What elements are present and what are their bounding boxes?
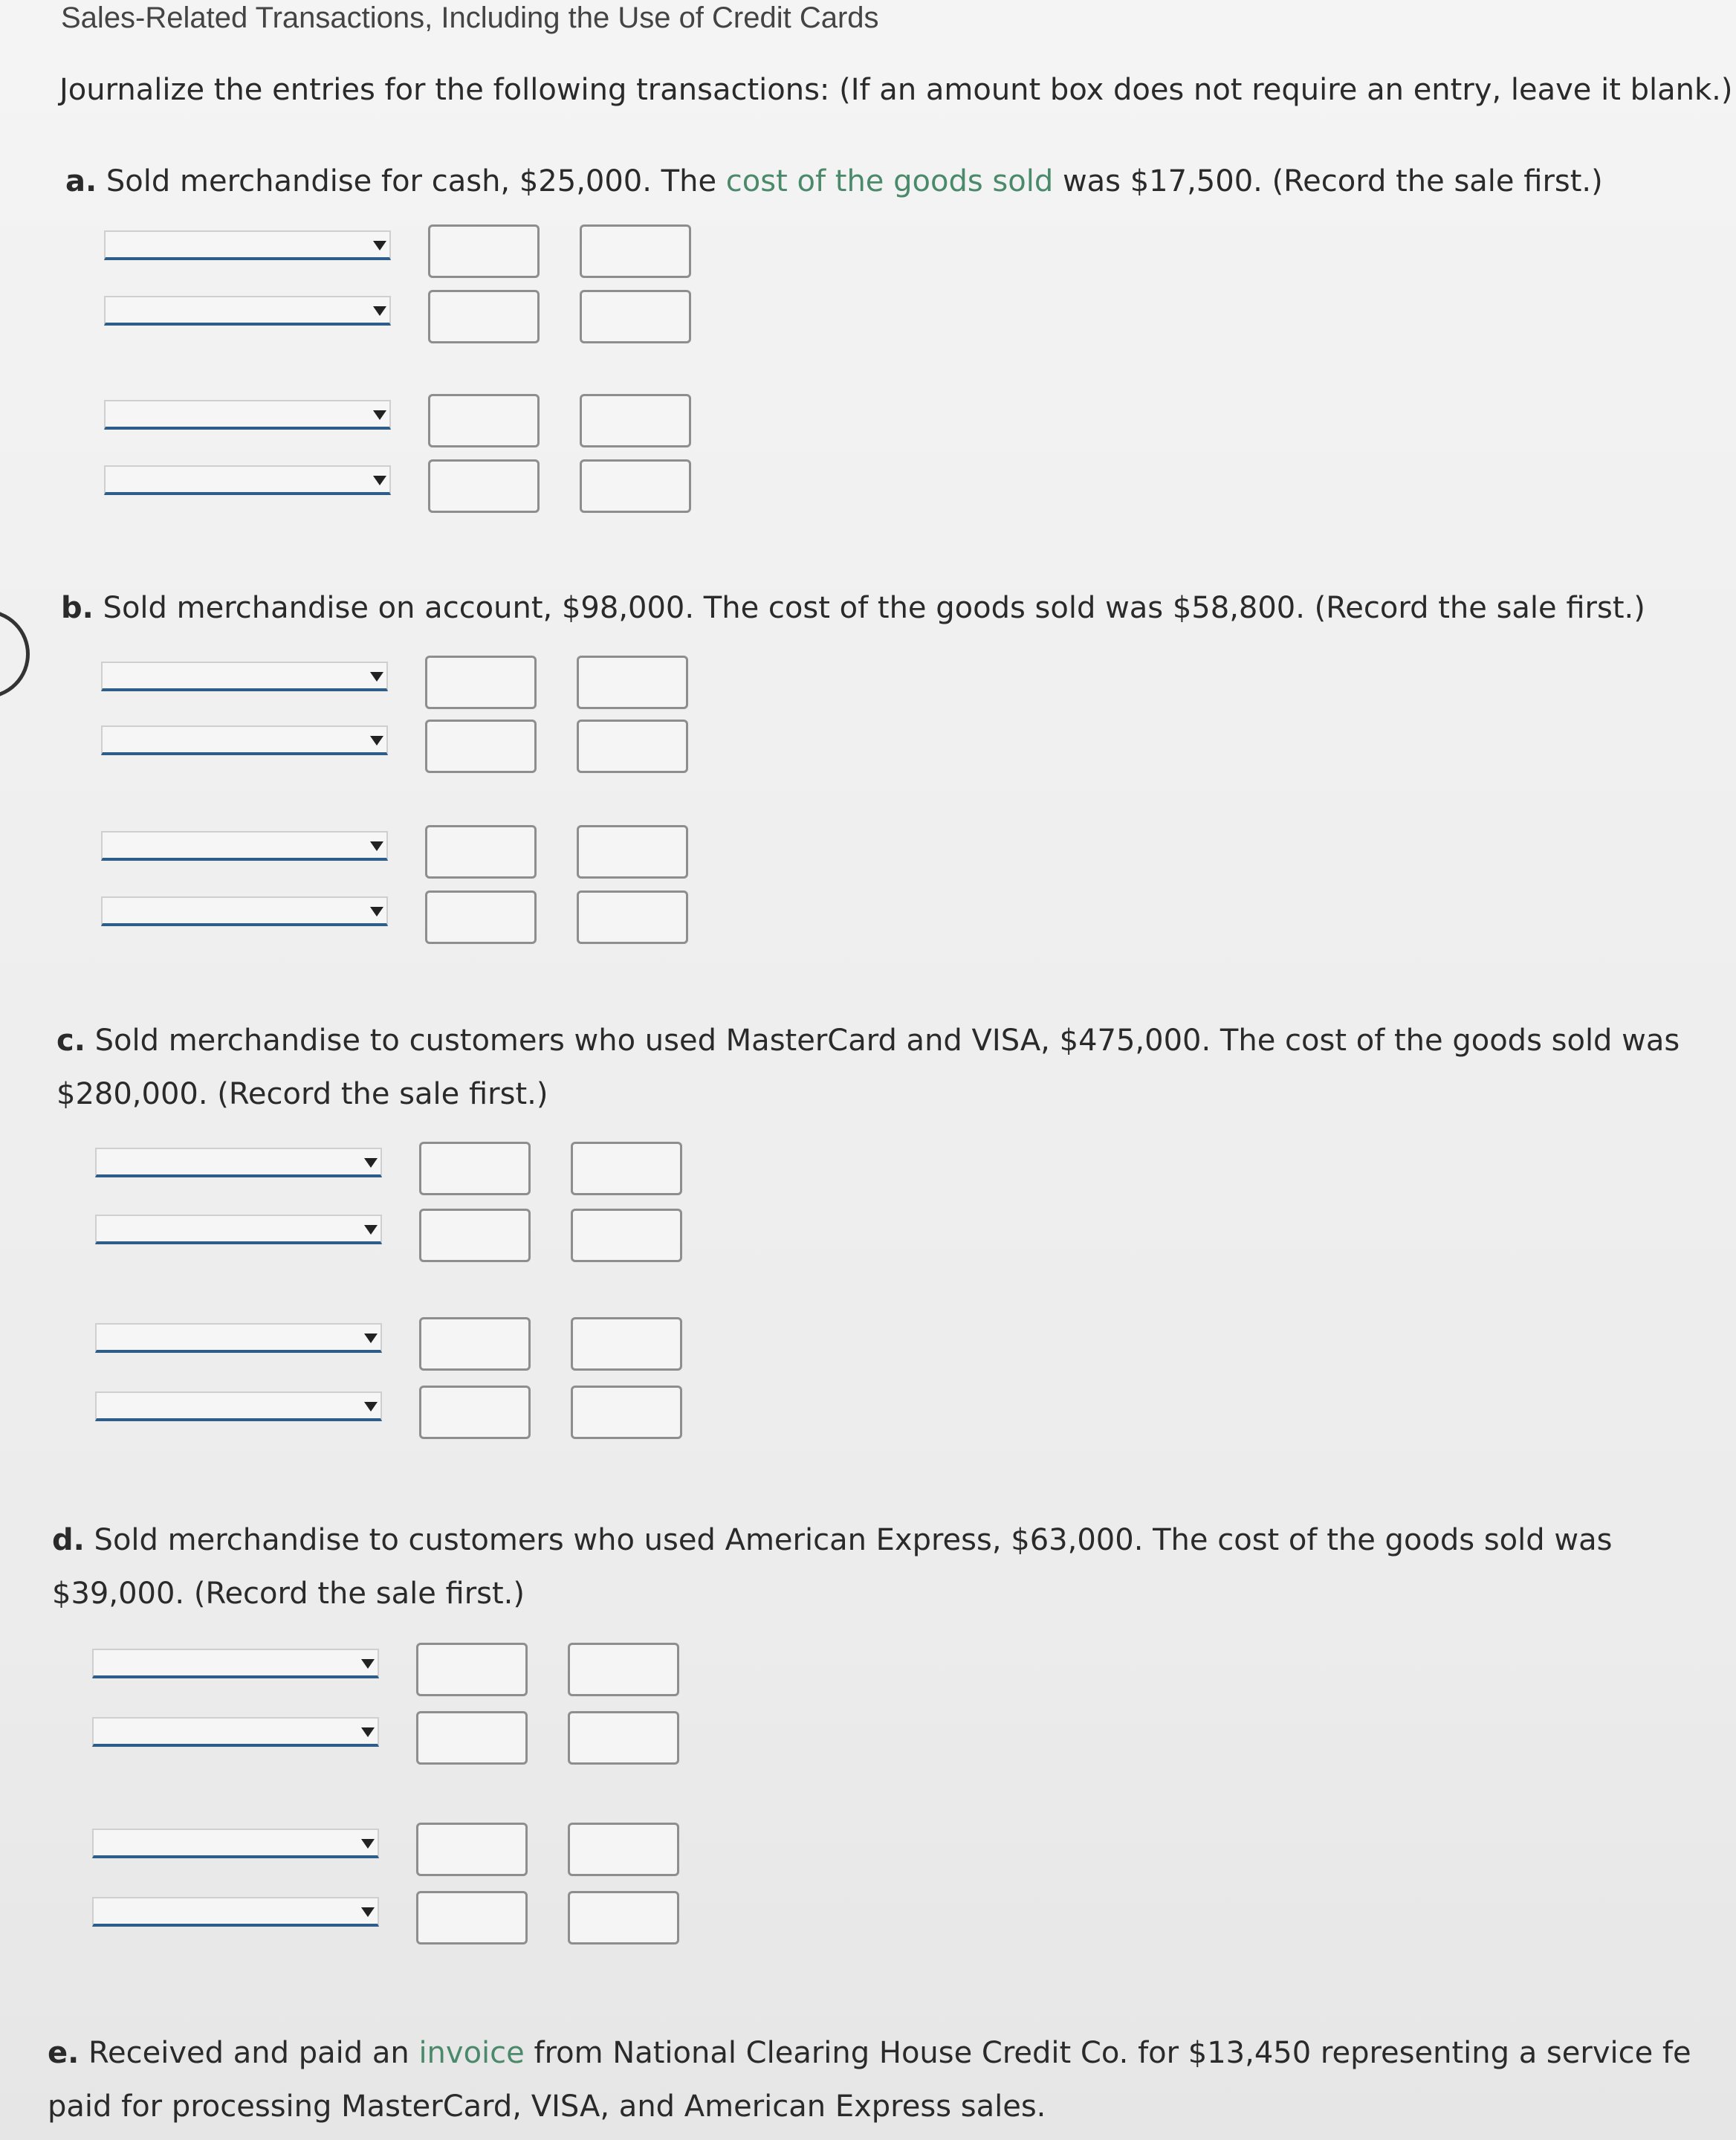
credit-amount-input[interactable] [571,1386,682,1439]
dropdown-arrow-icon [373,476,386,485]
question-text: Received and paid an [88,2036,409,2070]
dropdown-arrow-icon [364,1225,378,1235]
account-dropdown[interactable] [95,1215,382,1244]
account-dropdown[interactable] [101,896,388,926]
credit-amount-input[interactable] [568,1711,679,1765]
debit-amount-input[interactable] [425,825,537,879]
account-dropdown[interactable] [104,296,391,326]
account-dropdown[interactable] [101,662,388,691]
glossary-link-invoice[interactable]: invoice [418,2036,525,2070]
question-letter: e. [48,2036,80,2070]
question-letter: b. [61,591,94,625]
question-text: was $17,500. (Record the sale first.) [1062,164,1603,198]
credit-amount-input[interactable] [577,656,688,709]
question-letter: a. [65,164,97,198]
dropdown-arrow-icon [370,841,383,851]
glossary-link-cost-of-goods-sold[interactable]: cost of the goods sold [725,164,1054,198]
credit-amount-input[interactable] [568,1891,679,1945]
account-dropdown[interactable] [92,1649,379,1678]
page-title: Sales-Related Transactions, Including the Use of Credit Cards [61,1,879,34]
dropdown-arrow-icon [373,410,386,420]
credit-amount-input[interactable] [568,1823,679,1876]
debit-amount-input[interactable] [416,1891,528,1945]
question-b [61,581,1645,635]
credit-amount-input[interactable] [577,720,688,773]
question-d [52,1513,1612,1620]
account-dropdown[interactable] [95,1391,382,1421]
question-letter: c. [56,1024,85,1058]
question-text: from National Clearing House Credit Co. for $13,450 representing a service fe [534,2036,1691,2070]
dropdown-arrow-icon [373,241,386,250]
credit-amount-input[interactable] [577,825,688,879]
question-text-line2: $280,000. (Record the sale first.) [56,1077,548,1111]
account-dropdown[interactable] [92,1897,379,1927]
debit-amount-input[interactable] [428,290,540,343]
credit-amount-input[interactable] [571,1209,682,1262]
dropdown-arrow-icon [361,1907,375,1917]
debit-amount-input[interactable] [419,1209,531,1262]
debit-amount-input[interactable] [428,394,540,447]
question-text: Sold merchandise to customers who used American Express, $63,000. The cost of the goods sold was [94,1523,1613,1557]
question-text: Sold merchandise on account, $98,000. The cost of the goods sold was $58,800. (Record the sale first.) [103,591,1645,625]
debit-amount-input[interactable] [419,1317,531,1371]
credit-amount-input[interactable] [571,1317,682,1371]
credit-amount-input[interactable] [580,290,691,343]
account-dropdown[interactable] [104,465,391,495]
credit-amount-input[interactable] [580,394,691,447]
account-dropdown[interactable] [104,400,391,430]
credit-amount-input[interactable] [571,1142,682,1195]
dropdown-arrow-icon [364,1334,378,1343]
account-dropdown[interactable] [104,230,391,260]
credit-amount-input[interactable] [568,1643,679,1696]
account-dropdown[interactable] [92,1829,379,1858]
dropdown-arrow-icon [370,672,383,682]
account-dropdown[interactable] [95,1323,382,1353]
question-letter: d. [52,1523,85,1557]
dropdown-arrow-icon [364,1158,378,1168]
dropdown-arrow-icon [373,306,386,316]
credit-amount-input[interactable] [580,459,691,513]
debit-amount-input[interactable] [419,1142,531,1195]
account-dropdown[interactable] [101,725,388,755]
question-e [48,2026,1691,2133]
dropdown-arrow-icon [361,1727,375,1737]
debit-amount-input[interactable] [416,1823,528,1876]
question-text: Sold merchandise to customers who used MasterCard and VISA, $475,000. The cost of the goods sold was [94,1024,1680,1058]
question-text: Sold merchandise for cash, $25,000. The [106,164,717,198]
edge-circle-mark [0,610,30,699]
debit-amount-input[interactable] [419,1386,531,1439]
debit-amount-input[interactable] [425,720,537,773]
dropdown-arrow-icon [364,1402,378,1412]
dropdown-arrow-icon [370,907,383,917]
dropdown-arrow-icon [361,1659,375,1669]
debit-amount-input[interactable] [416,1643,528,1696]
credit-amount-input[interactable] [580,224,691,278]
debit-amount-input[interactable] [416,1711,528,1765]
instructions: Journalize the entries for the following transactions: (If an amount box does not require an entry, leave it blank.) [59,73,1733,107]
account-dropdown[interactable] [92,1717,379,1747]
credit-amount-input[interactable] [577,890,688,944]
question-text-line2: $39,000. (Record the sale first.) [52,1577,525,1611]
account-dropdown[interactable] [95,1148,382,1177]
question-a [65,155,1603,208]
debit-amount-input[interactable] [425,656,537,709]
dropdown-arrow-icon [361,1839,375,1849]
debit-amount-input[interactable] [428,224,540,278]
question-text-line2: paid for processing MasterCard, VISA, and American Express sales. [48,2089,1046,2124]
question-c [56,1014,1680,1121]
account-dropdown[interactable] [101,831,388,861]
dropdown-arrow-icon [370,736,383,746]
debit-amount-input[interactable] [425,890,537,944]
debit-amount-input[interactable] [428,459,540,513]
